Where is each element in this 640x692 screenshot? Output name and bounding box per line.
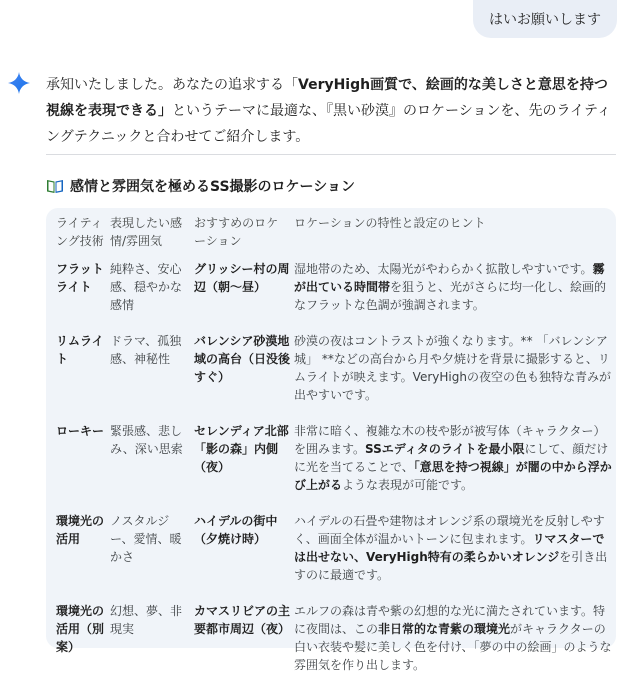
cell-location: カマスリビアの主要都市周辺（夜） (194, 604, 291, 636)
cell-emotion: ドラマ、孤独感、神秘性 (110, 334, 182, 366)
table-row (46, 332, 616, 422)
table-row (46, 422, 616, 512)
location-table (46, 208, 616, 672)
cell-emotion: 緊張感、悲しみ、深い思索 (110, 424, 183, 456)
cell-technique: フラットライト (56, 262, 104, 294)
header-location: おすすめのロケーション (194, 216, 279, 248)
cell-technique: ローキー (56, 424, 105, 438)
table-row (46, 512, 616, 602)
cell-hint: 砂漠の夜はコントラストが強くなります。** 「バレンシア城」 **などの高台から月や夕焼けを背景に撮影すると、リムライトが映えます。VeryHighの夜空の色も独特な青みが出やすいです。 (294, 334, 611, 402)
cell-hint: 湿地帯のため、太陽光がやわらかく拡散しやすいです。霧が出ている時間帯を狙うと、光がさらに均一化し、絵画的なフラットな色調が強調されます。 (294, 262, 607, 312)
cell-hint: エルフの森は青や紫の幻想的な光に満たされています。特に夜間は、この非日常的な青紫の環境光がキャラクターの白い衣装や髪に美しく色を付け、「夢の中の絵画」のような雰囲気を作り出します。 (294, 604, 612, 672)
header-technique: ライティング技術 (56, 216, 104, 248)
cell-technique: 環境光の活用（別案） (56, 604, 105, 654)
cell-hint: 非常に暗く、複雑な木の枝や影が被写体（キャラクター）を囲みます。SSエディタのライトを最小限にして、顔だけに光を当てることで、「意思を持つ視線」が闇の中から浮かび上がるような表現が可能です。 (294, 424, 612, 492)
user-message-bubble (473, 0, 617, 38)
section-title: 感情と雰囲気を極めるSS撮影のロケーション (70, 179, 355, 195)
cell-location: バレンシア砂漠地域の高台（日没後すぐ） (194, 334, 291, 384)
header-emotion: 表現したい感情/雰囲気 (110, 216, 183, 248)
cell-location: グリッシー村の周辺（朝～昼） (194, 262, 290, 294)
response-intro: 承知いたしました。あなたの追求する「VeryHigh画質で、絵画的な美しさと意思を持つ視線を表現できる」というテーマに最適な、『黒い砂漠』のロケーションを、先のライティングテクニックと合わせてご紹介します。 (46, 77, 611, 145)
cell-location: ハイデルの街中（夕焼け時） (194, 514, 278, 546)
gemini-sparkle-icon (8, 72, 30, 94)
divider (46, 154, 616, 155)
table-row (46, 602, 616, 692)
section-heading (46, 176, 355, 196)
open-book-icon (46, 178, 64, 194)
cell-technique: 環境光の活用 (56, 514, 105, 546)
cell-emotion: 幻想、夢、非現実 (110, 604, 183, 636)
table-row (46, 260, 616, 332)
cell-hint: ハイデルの石畳や建物はオレンジ系の環境光を反射しやすく、画面全体が温かいトーンに包まれます。リマスターでは出せない、VeryHigh特有の柔らかいオレンジを引き出すのに最適です。 (294, 514, 608, 582)
cell-emotion: ノスタルジー、愛情、暖かさ (110, 514, 182, 564)
user-message-text: はいお願いします (489, 12, 601, 28)
table-header-row (46, 208, 616, 260)
cell-location: セレンディア北部「影の森」内側（夜） (194, 424, 289, 474)
header-hint: ロケーションの特性と設定のヒント (294, 216, 486, 230)
cell-emotion: 純粋さ、安心感、穏やかな感情 (110, 262, 183, 312)
cell-technique: リムライト (56, 334, 104, 366)
